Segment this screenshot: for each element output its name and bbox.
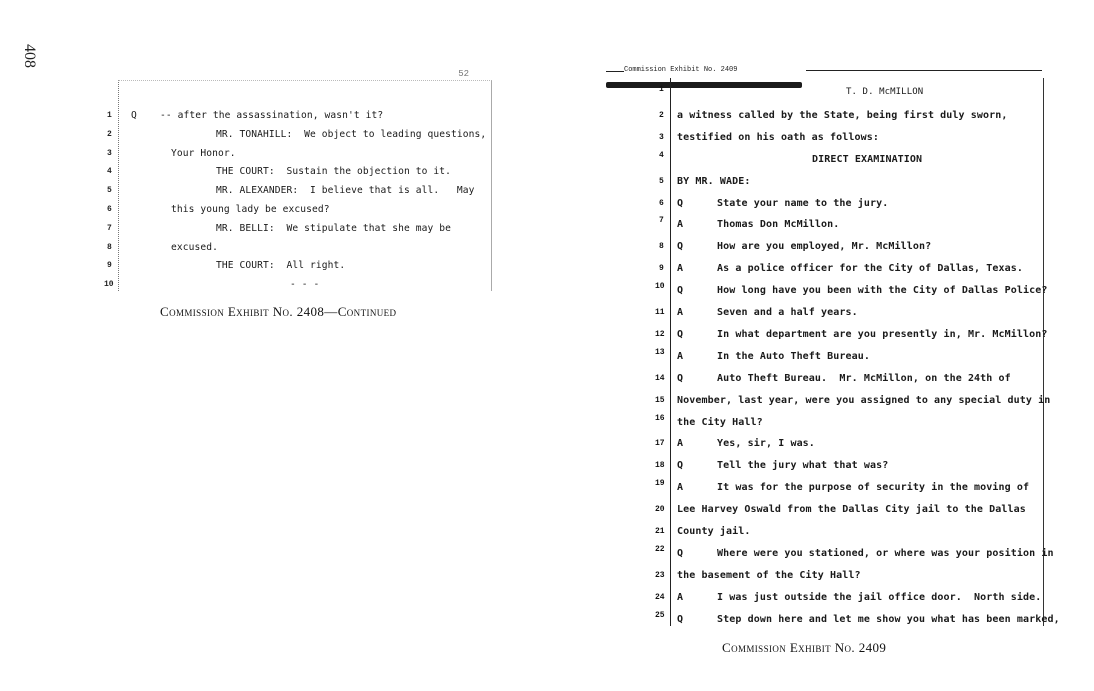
speaker-label: Q bbox=[677, 613, 684, 625]
line-number: 6 bbox=[107, 205, 112, 214]
transcript-line: Seven and a half years. bbox=[717, 307, 858, 318]
line-number: 17 bbox=[655, 439, 665, 449]
transcript-line: Auto Theft Bureau. Mr. McMillon, on the 24th of bbox=[717, 372, 1011, 384]
transcript-line: Where were you stationed, or where was your position in bbox=[717, 547, 1054, 559]
line-number: 3 bbox=[107, 148, 112, 158]
transcript-line: It was for the purpose of security in the moving of bbox=[717, 482, 1030, 494]
transcript-line: the City Hall? bbox=[677, 416, 763, 428]
line-number: 14 bbox=[655, 373, 665, 383]
transcript-line: November, last year, were you assigned to any special duty in bbox=[677, 394, 1051, 406]
speaker-label: A bbox=[677, 350, 684, 362]
line-number: 24 bbox=[655, 592, 665, 602]
speaker-label: Q bbox=[677, 241, 684, 253]
transcript-line: this young lady be excused? bbox=[171, 204, 330, 215]
speaker-label: A bbox=[677, 219, 684, 231]
speaker-label: Q bbox=[677, 460, 684, 472]
line-number: 8 bbox=[107, 242, 112, 252]
transcript-line: - - - bbox=[290, 279, 320, 291]
transcript-line: -- after the assassination, wasn't it? bbox=[160, 110, 384, 121]
speaker-label: A bbox=[677, 307, 684, 318]
line-number: 2 bbox=[659, 110, 664, 120]
transcript-line: How are you employed, Mr. McMillon? bbox=[717, 241, 932, 253]
transcript-line: MR. BELLI: We stipulate that she may be bbox=[216, 222, 452, 234]
transcript-line: In the Auto Theft Bureau. bbox=[717, 350, 871, 362]
line-number: 1 bbox=[107, 111, 112, 120]
header-rule bbox=[806, 70, 1042, 71]
speaker-label: Q bbox=[677, 547, 684, 559]
line-number: 10 bbox=[655, 282, 665, 292]
line-number: 20 bbox=[655, 505, 665, 515]
speaker-label: A bbox=[677, 482, 684, 494]
transcript-line: Your Honor. bbox=[171, 147, 236, 159]
caption-left: Commission Exhibit No. 2408—Continued bbox=[160, 304, 397, 319]
speaker-label: Q bbox=[677, 328, 684, 340]
speaker-label: Q bbox=[131, 110, 137, 121]
line-number: 25 bbox=[655, 610, 665, 620]
transcript-line: County jail. bbox=[677, 526, 751, 537]
speaker-label: Q bbox=[677, 372, 684, 384]
line-number: 7 bbox=[107, 223, 112, 233]
transcript-line: As a police officer for the City of Dallas, Texas. bbox=[717, 263, 1024, 275]
page-number: 408 bbox=[21, 44, 38, 68]
line-number: 4 bbox=[107, 167, 112, 177]
transcript-line: THE COURT: All right. bbox=[216, 260, 346, 272]
speaker-label: A bbox=[677, 263, 684, 275]
transcript-line: testified on his oath as follows: bbox=[677, 131, 879, 143]
transcript-line: How long have you been with the City of Dallas Police? bbox=[717, 285, 1048, 297]
transcript-line: Thomas Don McMillon. bbox=[717, 219, 840, 231]
line-number: 1 bbox=[659, 85, 664, 94]
line-number: 7 bbox=[659, 216, 664, 226]
line-number: 15 bbox=[655, 395, 665, 405]
line-number: 13 bbox=[655, 347, 665, 357]
line-number: 5 bbox=[659, 176, 664, 186]
line-number: 8 bbox=[659, 242, 664, 252]
transcript-line: the basement of the City Hall? bbox=[677, 569, 861, 581]
line-number: 11 bbox=[655, 308, 665, 317]
transcript-line: DIRECT EXAMINATION bbox=[812, 153, 923, 165]
line-number: 18 bbox=[655, 461, 665, 471]
transcript-line: a witness called by the State, being first duly sworn, bbox=[677, 109, 1008, 121]
line-number: 21 bbox=[655, 527, 665, 536]
exhibit-label: Commission Exhibit No. 2409 bbox=[624, 66, 738, 74]
line-number: 2 bbox=[107, 129, 112, 139]
line-number: 9 bbox=[107, 261, 112, 271]
transcript-line: In what department are you presently in, Mr. McMillon? bbox=[717, 328, 1048, 340]
transcript-line: State your name to the jury. bbox=[717, 197, 889, 209]
transcript-line: Tell the jury what that was? bbox=[717, 460, 889, 472]
transcript-line: excused. bbox=[171, 241, 219, 253]
transcript-line: I was just outside the jail office door. North side. bbox=[717, 591, 1042, 603]
line-number: 9 bbox=[659, 264, 664, 274]
speaker-label: A bbox=[677, 438, 684, 450]
transcript-line: Yes, sir, I was. bbox=[717, 438, 815, 450]
line-number: 5 bbox=[107, 186, 112, 196]
speaker-label: Q bbox=[677, 197, 684, 209]
transcript-line: MR. TONAHILL: We object to leading questions, bbox=[216, 128, 487, 140]
transcript-line: BY MR. WADE: bbox=[677, 175, 751, 187]
witness-name: T. D. McMILLON bbox=[846, 87, 924, 97]
caption-right: Commission Exhibit No. 2409 bbox=[722, 640, 887, 655]
line-number: 12 bbox=[655, 329, 665, 339]
header-dash bbox=[606, 71, 624, 72]
transcript-page-number: 52 bbox=[458, 69, 469, 79]
speaker-label: Q bbox=[677, 285, 684, 297]
line-number: 10 bbox=[104, 280, 114, 290]
transcript-line: THE COURT: Sustain the objection to it. bbox=[216, 166, 452, 178]
speaker-label: A bbox=[677, 591, 684, 603]
line-number: 16 bbox=[655, 413, 665, 423]
transcript-line: MR. ALEXANDER: I believe that is all. May bbox=[216, 185, 475, 197]
line-number: 23 bbox=[655, 570, 665, 580]
line-number: 3 bbox=[659, 132, 664, 142]
line-number: 22 bbox=[655, 544, 665, 554]
transcript-line: Lee Harvey Oswald from the Dallas City jail to the Dallas bbox=[677, 504, 1026, 516]
line-number: 19 bbox=[655, 479, 665, 489]
line-number: 4 bbox=[659, 150, 664, 160]
transcript-line: Step down here and let me show you what has been marked, bbox=[717, 613, 1060, 625]
line-number: 6 bbox=[659, 198, 664, 208]
